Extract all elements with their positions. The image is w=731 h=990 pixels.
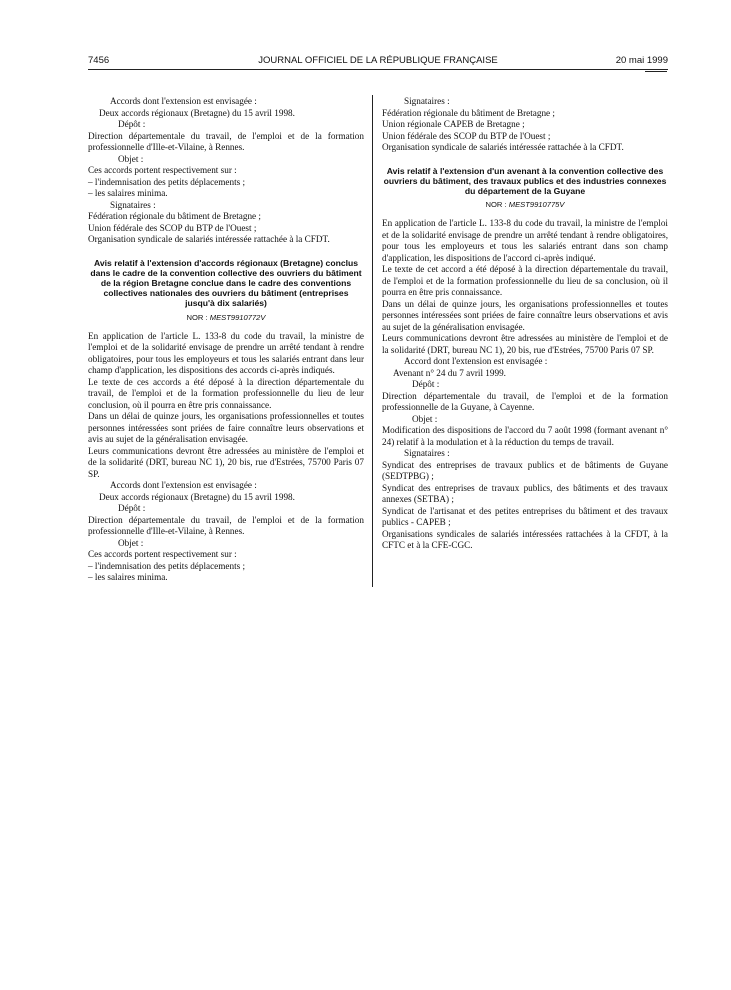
header-rule-tick <box>645 71 667 72</box>
notice-paragraph: Le texte de ces accords a été déposé à la direction départementale du travail, de l'emploi et de la formation professionnelle du lieu de leur conclusion, où il pourra en être pris connaissance. <box>88 376 364 410</box>
header-rule <box>88 69 668 70</box>
nor-reference <box>88 312 364 323</box>
extension-label: Accord dont l'extension est envisagée : <box>404 356 548 367</box>
objet-value: Modification des dispositions de l'accord du 7 août 1998 (formant avenant n° 24) relatif à la modulation et à la réduction du temps de travail. <box>382 425 668 447</box>
extension-value: Deux accords régionaux (Bretagne) du 15 avril 1998. <box>99 107 295 118</box>
signataire: Fédération régionale du bâtiment de Bretagne ; <box>382 107 555 118</box>
left-column <box>88 96 364 584</box>
nor-value: MEST9910775V <box>508 200 565 210</box>
page-header <box>88 54 668 68</box>
notice-paragraph: Dans un délai de quinze jours, les organisations professionnelles et toutes personnes intéressées sont priées de faire connaître leurs observations et avis au sujet de la généralisation envisagée. <box>88 411 364 445</box>
depot-value: Direction départementale du travail, de l'emploi et de la formation professionnelle d'Ille-et-Vilaine, à Rennes. <box>88 130 364 152</box>
notice-title: Avis relatif à l'extension d'un avenant à la convention collective des ouvriers du bâtiment, des travaux publics et des industries connexes du département de la Guyane <box>383 165 667 196</box>
extension-value: Avenant n° 24 du 7 avril 1999. <box>393 367 506 378</box>
notice-title: Avis relatif à l'extension d'accords régionaux (Bretagne) conclus dans le cadre de la convention collective des ouvriers du bâtiment de la région Bretagne conclue dans le cadre des conventions collectives nationales des ouvriers du bâtiment (entreprises jusqu'à dix salariés) <box>90 257 362 309</box>
signataire: Organisation syndicale de salariés intéressée rattachée à la CFDT. <box>88 234 330 244</box>
depot-value: Direction départementale du travail, de l'emploi et de la formation professionnelle d'Ille-et-Vilaine, à Rennes. <box>88 514 364 537</box>
notice-paragraph: Dans un délai de quinze jours, les organisations professionnelles et toutes personnes intéressées sont priées de faire connaître leurs observations et avis au sujet de la généralisation envisagée. <box>382 298 668 332</box>
page-number: 7456 <box>88 55 110 66</box>
notice-paragraph: Le texte de cet accord a été déposé à la direction départementale du travail, de l'emploi et de la formation professionnelle du lieu de sa conclusion, où il pourra en être pris connaissance. <box>382 264 668 298</box>
extension-value: Deux accords régionaux (Bretagne) du 15 avril 1998. <box>99 491 295 502</box>
signataires-label: Signataires : <box>404 448 450 459</box>
depot-label: Dépôt : <box>118 503 146 514</box>
depot-value: Direction départementale du travail, de l'emploi et de la formation professionnelle de la Guyane, à Cayenne. <box>382 390 668 413</box>
nor-reference <box>382 199 668 210</box>
objet-item: – l'indemnisation des petits déplacements ; <box>88 176 246 187</box>
notice-paragraph: En application de l'article L. 133-8 du code du travail, la ministre de l'emploi et de la solidarité envisage de prendre un arrêté tendant à rendre obligatoires, pour tous les employeurs et tous les salariés entrant dans leur champ d'application, les dispositions des accords ci-après indiqués. <box>88 330 364 376</box>
notice-paragraph: En application de l'article L. 133-8 du code du travail, la ministre de l'emploi et de la solidarité envisage de prendre un arrêté tendant à rendre obligatoires, pour tous les employeurs et tous les salariés entrant dans son champ d'application, les dispositions de l'accord ci-après indiqué. <box>382 218 668 263</box>
objet-intro: Ces accords portent respectivement sur : <box>88 165 237 175</box>
nor-value: MEST9910772V <box>209 312 266 322</box>
signataire: Organisations syndicales de salariés intéressées rattachées à la CFDT, à la CFTC et à la CFE-CGC. <box>382 528 668 551</box>
column-divider <box>372 95 373 587</box>
right-column <box>382 96 668 552</box>
notice-paragraph: Leurs communications devront être adressées au ministère de l'emploi et de la solidarité (DRT, bureau NC 1), 20 bis, rue d'Estrées, 75700 Paris 07 SP. <box>382 333 668 355</box>
signataire: Union fédérale des SCOP du BTP de l'Ouest ; <box>88 222 257 233</box>
extension-label: Accords dont l'extension est envisagée : <box>110 96 257 106</box>
signataire: Organisation syndicale de salariés intéressée rattachée à la CFDT. <box>382 142 624 152</box>
nor-label: NOR : <box>186 312 208 322</box>
signataire: Syndicat de l'artisanat et des petites entreprises du bâtiment et des travaux publics - CAPEB ; <box>382 505 668 528</box>
journal-title: JOURNAL OFFICIEL DE LA RÉPUBLIQUE FRANÇAISE <box>258 55 498 66</box>
notice-paragraph: Leurs communications devront être adressées au ministère de l'emploi et de la solidarité (DRT, bureau NC 1), 20 bis, rue d'Estrées, 75700 Paris 07 SP. <box>88 445 364 479</box>
signataire: Syndicat des entreprises de travaux publics, des bâtiments et des travaux annexes (SETBA) ; <box>382 482 668 505</box>
signataire: Syndicat des entreprises de travaux publics et de bâtiments de Guyane (SEDTPBG) ; <box>382 459 668 482</box>
nor-label: NOR : <box>485 200 507 210</box>
objet-intro: Ces accords portent respectivement sur : <box>88 549 237 560</box>
extension-label: Accords dont l'extension est envisagée : <box>110 480 257 491</box>
signataire: Fédération régionale du bâtiment de Bretagne ; <box>88 211 261 221</box>
signataires-label: Signataires : <box>110 199 156 210</box>
issue-date: 20 mai 1999 <box>615 55 668 66</box>
objet-label: Objet : <box>118 537 144 548</box>
objet-label: Objet : <box>118 153 144 164</box>
depot-label: Dépôt : <box>412 379 440 390</box>
objet-item: – les salaires minima. <box>88 188 168 198</box>
signataires-label: Signataires : <box>404 96 450 106</box>
objet-item: – les salaires minima. <box>88 572 168 583</box>
signataire: Union fédérale des SCOP du BTP de l'Ouest ; <box>382 130 551 141</box>
depot-label: Dépôt : <box>118 119 146 129</box>
objet-label: Objet : <box>412 413 438 424</box>
objet-item: – l'indemnisation des petits déplacements ; <box>88 560 246 571</box>
signataire: Union régionale CAPEB de Bretagne ; <box>382 119 525 129</box>
